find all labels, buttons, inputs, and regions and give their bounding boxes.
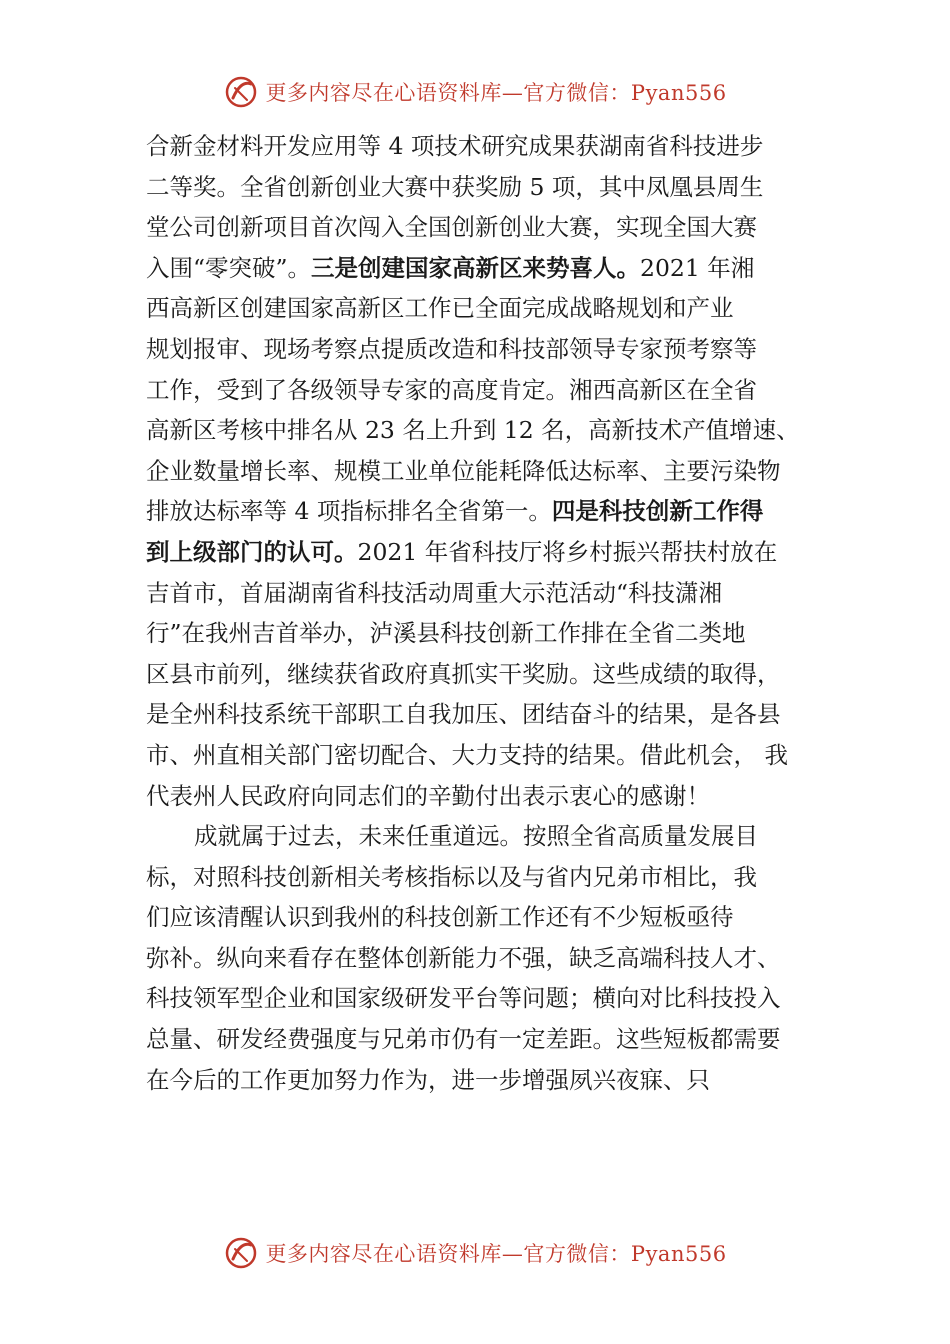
text-run: 市、州直相关部门密切配合、大力支持的结果。借此机会， 我	[146, 740, 788, 769]
text-run: 排放达标率等 4 项指标排名全省第一。	[146, 497, 552, 526]
bold-text-run: 三是创建国家高新区来势喜人。	[311, 253, 641, 282]
bold-text-run: 到上级部门的认可。	[146, 537, 358, 566]
text-line	[146, 410, 812, 451]
watermark-footer	[0, 1233, 950, 1273]
text-line	[146, 776, 812, 817]
watermark-text: 更多内容尽在心语资料库—官方微信：Pyan556	[265, 1242, 727, 1266]
paragraph	[146, 126, 812, 816]
text-run: 高新区考核中排名从 23 名上升到 12 名，高新技术产值增速、	[146, 416, 800, 445]
text-run: 堂公司创新项目首次闯入全国创新创业大赛，实现全国大赛	[146, 213, 757, 242]
brand-logo-icon	[223, 74, 259, 110]
text-line	[146, 735, 812, 776]
text-line	[146, 654, 812, 695]
text-run: 科技领军型企业和国家级研发平台等问题；横向对比科技投入	[146, 984, 781, 1013]
document-body	[146, 126, 812, 1100]
text-run: 合新金材料开发应用等 4 项技术研究成果获湖南省科技进步	[146, 132, 764, 160]
paragraph	[146, 816, 812, 1100]
text-run: 标，对照科技创新相关考核指标以及与省内兄弟市相比，我	[146, 862, 757, 891]
text-run: 们应该清醒认识到我州的科技创新工作还有不少短板亟待	[146, 903, 734, 932]
text-run: 入围“零突破”。	[146, 253, 312, 282]
text-line	[146, 613, 812, 654]
text-line	[146, 1060, 812, 1101]
text-run: 在今后的工作更加努力作为，进一步增强夙兴夜寐、只	[146, 1065, 710, 1094]
text-line	[146, 207, 812, 248]
text-run: 2021 年湘	[640, 253, 755, 282]
watermark-text: 更多内容尽在心语资料库—官方微信：Pyan556	[265, 81, 727, 105]
watermark-header	[0, 72, 950, 112]
text-run: 规划报审、现场考察点提质改造和科技部领导专家预考察等	[146, 334, 757, 363]
bold-text-run: 四是科技创新工作得	[551, 497, 764, 526]
text-run: 吉首市，首届湖南省科技活动周重大示范活动“科技潇湘	[146, 578, 723, 607]
text-run: 总量、研发经费强度与兄弟市仍有一定差距。这些短板都需要	[146, 1025, 781, 1054]
text-line	[146, 978, 812, 1019]
text-line	[146, 167, 812, 208]
text-line	[146, 1019, 812, 1060]
text-line	[146, 491, 812, 532]
text-line	[146, 126, 812, 167]
text-line	[146, 573, 812, 614]
text-line	[146, 532, 812, 573]
text-run: 二等奖。全省创新创业大赛中获奖励 5 项，其中凤凰县周生	[146, 172, 764, 201]
text-run: 代表州人民政府向同志们的辛勤付出表示衷心的感谢！	[146, 781, 710, 810]
text-line	[146, 329, 812, 370]
text-line	[146, 816, 812, 857]
text-run: 区县市前列，继续获省政府真抓实干奖励。这些成绩的取得，	[146, 659, 781, 688]
text-line	[146, 451, 812, 492]
text-run: 工作，受到了各级领导专家的高度肯定。湘西高新区在全省	[146, 375, 757, 404]
text-line	[146, 694, 812, 735]
brand-logo-icon	[223, 1235, 259, 1271]
text-run: 2021 年省科技厅将乡村振兴帮扶村放在	[357, 537, 778, 566]
text-run: 企业数量增长率、规模工业单位能耗降低达标率、主要污染物	[146, 456, 781, 485]
text-run: 是全州科技系统干部职工自我加压、团结奋斗的结果，是各县	[146, 700, 781, 729]
text-run: 行”在我州吉首举办，泸溪县科技创新工作排在全省二类地	[146, 619, 746, 648]
text-line	[146, 938, 812, 979]
text-line	[146, 288, 812, 329]
text-line	[146, 897, 812, 938]
text-line	[146, 248, 812, 289]
text-run: 弥补。纵向来看存在整体创新能力不强，缺乏高端科技人才、	[146, 943, 781, 972]
text-line	[146, 370, 812, 411]
text-run: 成就属于过去，未来任重道远。按照全省高质量发展目	[194, 822, 758, 851]
text-run: 西高新区创建国家高新区工作已全面完成战略规划和产业	[146, 294, 734, 323]
text-line	[146, 857, 812, 898]
